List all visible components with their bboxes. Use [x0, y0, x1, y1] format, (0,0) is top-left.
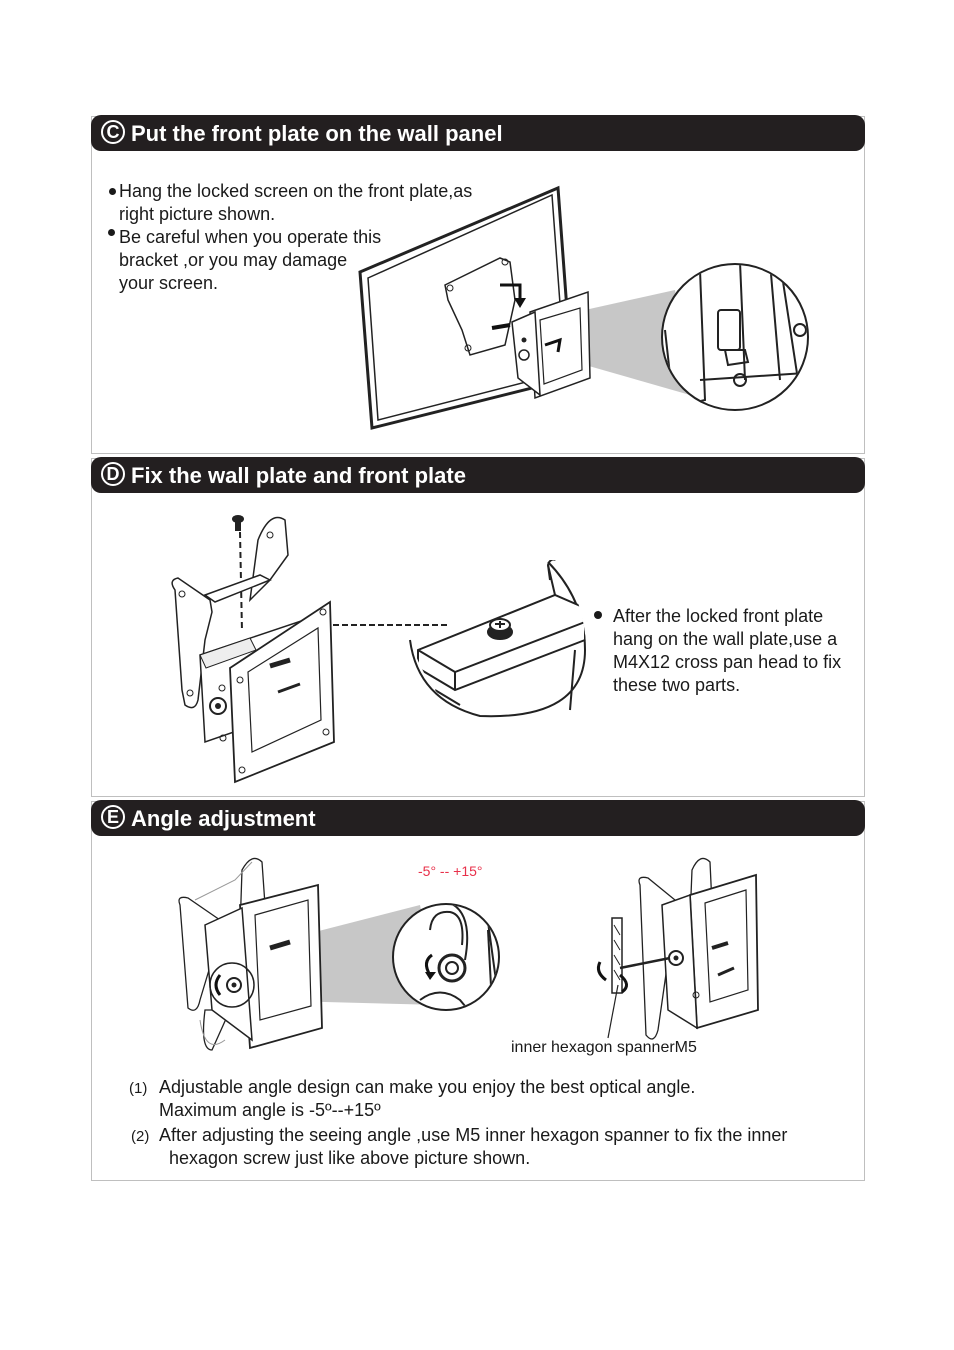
step-1-line2: Maximum angle is -5º--+15º: [159, 1100, 381, 1120]
section-d-title: Fix the wall plate and front plate: [131, 463, 466, 488]
step-1-number: (1): [129, 1080, 148, 1097]
section-e-letter-badge: E: [101, 805, 125, 829]
section-d-line4: these two parts.: [613, 675, 741, 695]
spanner-label: inner hexagon spannerM5: [511, 1039, 697, 1056]
section-d-line2: hang on the wall plate,use a: [613, 629, 838, 649]
section-c-letter-badge: C: [101, 120, 125, 144]
section-c-title: Put the front plate on the wall panel: [131, 121, 503, 146]
section-c-bullet2-line3: your screen.: [119, 273, 219, 293]
step-1-line1: Adjustable angle design can make you enjoy the best optical angle.: [159, 1077, 696, 1097]
section-c-bullet1-line2: right picture shown.: [119, 204, 276, 224]
step-2-line2: hexagon screw just like above picture shown.: [169, 1148, 531, 1168]
section-c-bullet2-line2: bracket ,or you may damage: [119, 250, 348, 270]
step-2-line1: After adjusting the seeing angle ,use M5 inner hexagon spanner to fix the inner: [159, 1125, 788, 1145]
section-c-bullet1-line1: Hang the locked screen on the front plate,as: [119, 181, 473, 201]
section-d-letter-badge: D: [101, 462, 125, 486]
step-2-number: (2): [131, 1128, 150, 1145]
section-e-title: Angle adjustment: [131, 806, 316, 831]
angle-range-label: -5° -- +15°: [418, 863, 483, 879]
section-c-bullet2-line1: Be careful when you operate this: [119, 227, 382, 247]
section-d-line1: After the locked front plate: [613, 606, 824, 626]
section-d-line3: M4X12 cross pan head to fix: [613, 652, 842, 672]
